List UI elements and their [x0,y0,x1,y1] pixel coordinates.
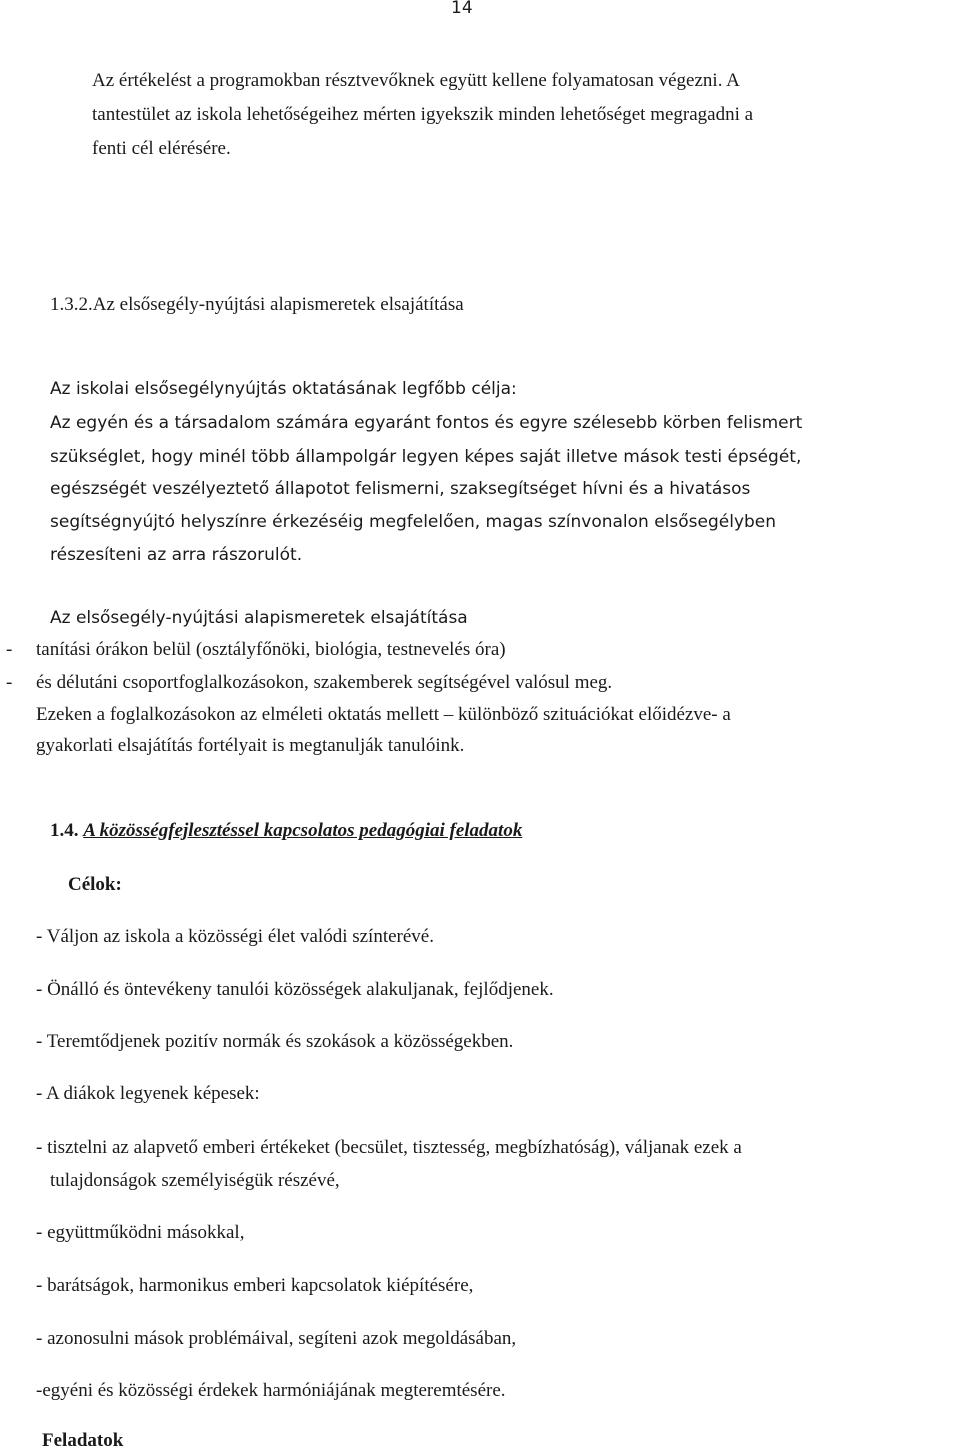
dash-marker: - [6,672,13,693]
dash-marker: - [6,639,13,660]
intro-line-2: tantestület az iskola lehetőségeihez mérten igyekszik minden lehetőséget megragadni a [92,104,754,125]
goal-line-4: egészségét veszélyeztető állapotot felismerni, szaksegítséget hívni és a hivatásos [50,479,751,499]
page-number: 14 [451,0,473,18]
intro-line-3: fenti cél elérésére. [92,138,231,159]
goal-item-7: - barátságok, harmonikus emberi kapcsolatok kiépítésére, [36,1275,474,1296]
goal-item-5: - tisztelni az alapvető emberi értékeket (becsület, tisztesség, megbízhatóság), váljanak ezek a [36,1137,742,1158]
goal-item-8: - azonosulni mások problémáival, segíteni azok megoldásában, [36,1328,517,1349]
section-14-title: A közösségfejlesztéssel kapcsolatos pedagógiai feladatok [83,820,523,841]
section-132-heading: 1.3.2.Az elsősegély-nyújtási alapismeretek elsajátítása [50,294,464,315]
dash-item-2-text: és délutáni csoportfoglalkozásokon, szakemberek segítségével valósul meg. [36,672,613,693]
goal-item-1: - Váljon az iskola a közösségi élet valódi színterévé. [36,926,434,947]
tasks-label: Feladatok [42,1430,124,1451]
goal-item-2: - Önálló és öntevékeny tanulói közösségek alakuljanak, fejlődjenek. [36,979,554,1000]
goal-line-5: segítségnyújtó helyszínre érkezéséig megfelelően, magas színvonalon elsősegélyben [50,512,777,532]
goal-item-4: - A diákok legyenek képesek: [36,1083,260,1104]
section-14-number: 1.4. [50,820,79,841]
goal-line-6: részesíteni az arra rászorulót. [50,545,303,565]
goal-line-1: Az iskolai elsősegélynyújtás oktatásának legfőbb célja: [50,379,517,399]
goal-item-5-cont: tulajdonságok személyiségük részévé, [50,1170,340,1191]
closing-line-1: Ezeken a foglalkozásokon az elméleti oktatás mellett – különböző szituációkat előidézve- a [36,704,731,725]
goal-item-3: - Teremtődjenek pozitív normák és szokások a közösségekben. [36,1031,514,1052]
dash-item-2 [0,666,900,700]
goal-item-6: - együttműködni másokkal, [36,1222,245,1243]
intro-line-1: Az értékelést a programokban résztvevőknek együtt kellene folyamatosan végezni. A [92,70,740,91]
dash-item-1-text: tanítási órákon belül (osztályfőnöki, biológia, testnevelés óra) [36,639,506,660]
goal-line-3: szükséglet, hogy minél több állampolgár legyen képes saját illetve mások testi épségét, [50,447,802,467]
closing-line-2: gyakorlati elsajátítás fortélyait is megtanulják tanulóink. [36,735,465,756]
goal-item-9: -egyéni és közösségi érdekek harmóniájának megteremtésére. [36,1380,506,1401]
goal-line-2: Az egyén és a társadalom számára egyaránt fontos és egyre szélesebb körben felismert [50,413,803,433]
dash-item-1 [0,633,900,667]
goals-label: Célok: [68,874,122,895]
section-132-subheading: Az elsősegély-nyújtási alapismeretek elsajátítása [50,608,468,628]
section-14-heading [50,814,522,848]
